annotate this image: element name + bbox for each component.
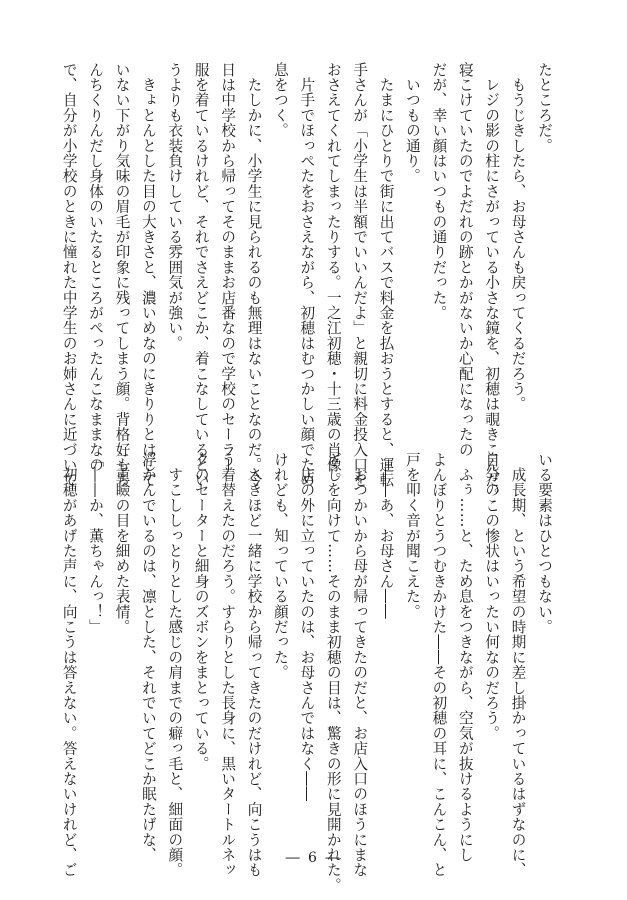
text-line: クのセーターと細身のズボンをまとっている。 — [192, 452, 210, 772]
text-line: 日は中学校から帰ってそのままお店番なので学校のセーラー — [219, 62, 237, 473]
text-line: たまにひとりで街に出てバスで料金を払おうとすると、運転 — [377, 62, 395, 488]
text-line: う着替えたのだろう。すらりとした長身に、黒いタートルネッ — [219, 452, 237, 878]
text-line: 二重瞼の目を細めた表情。 — [113, 452, 131, 635]
text-line: レジの影の柱にさがっている小さな鏡を、初穂は覗きこんだ。 — [483, 62, 501, 503]
text-line: 成長期、という希望の時期に差し掛かっているはずなのに、 — [509, 452, 527, 878]
text-line: たしかに、小学生に見られるのも無理はないことなのだ。今 — [245, 62, 263, 488]
text-line: たところだ。 — [536, 62, 553, 154]
text-line: 手さんが「小学生は半額でいいんだよ」と親切に料金投入口を — [351, 62, 369, 488]
text-line: きょとんとした目の大きさと、濃いめなのにきりりとはして — [139, 62, 157, 488]
text-line: 店の外に立っていたのは、お母さんではなく―― — [298, 452, 316, 802]
text-line: もうじきしたら、お母さんも戻ってくるだろう。 — [509, 62, 527, 412]
text-line: よんぼりとうつむきかけた――その初穂の耳に、こんこん、と — [430, 452, 448, 878]
text-line: だが、幸い顔はいつもの通りだった。 — [430, 62, 448, 321]
text-line: 片手でほっぺたをおさえながら、初穂はむつかしい顔でため — [298, 62, 316, 488]
text-line: ざしを向けて……そのまま初穂の目は、驚きの形に見開かれた。 — [324, 452, 342, 893]
text-line: 寝こけていたのでよだれの跡とかがないか心配になったの — [456, 62, 474, 458]
text-line: ふぅ……と、ため息をつきながら、空気が抜けるようにし — [456, 452, 474, 863]
text-line: 浮かんでいるのは、凛とした、それでいてどこか眠たげな、 — [139, 452, 157, 863]
text-line: で、自分が小学校のときに憧れた中学生のお姉さんに近づいて — [60, 62, 78, 488]
text-line: ――あ、お母さん―― — [377, 452, 395, 620]
text-block-top — [55, 62, 557, 503]
text-line: 初穂があげた声に、向こうは答えない。答えないけれど、ご — [60, 452, 78, 878]
text-line: おさえてくれてしまったりする。一之江初穂・十三歳の肖像。 — [324, 62, 342, 488]
text-line: いる要素はひとつもない。 — [536, 452, 553, 635]
text-line: んちくりんだし身体のいたるところがぺったんこなままなの — [87, 62, 105, 473]
text-line: さきほど一緒に学校から帰ってきたのだけれど、向こうはも — [245, 452, 263, 878]
text-line: 息をつく。 — [271, 62, 289, 138]
text-line: いつもの通り。 — [403, 62, 421, 184]
text-line: 「――か、薫ちゃんっ！」 — [87, 452, 105, 635]
page-number: ― 6 ― — [285, 850, 342, 866]
text-line: いない下がり気味の眉毛が印象に残ってしまう顔。背格好もち — [113, 62, 131, 488]
text-line: すこししっとりとした感じの肩までの癖っ毛と、細面の顔。 — [166, 452, 184, 878]
text-line: けれども、知っている顔だった。 — [271, 452, 289, 680]
text-line: 自分のこの惨状はいったい何なのだろう。 — [483, 452, 501, 741]
text-line: うよりも衣装負けしている雰囲気が強い。 — [166, 62, 184, 351]
text-block-bottom — [55, 452, 557, 893]
text-line: おつかいから母が帰ってきたのだと、お店入口のほうにまな — [351, 452, 369, 878]
text-line: 服を着ているけれど、それでさえどこか、着こなしているとい — [192, 62, 210, 488]
text-line: 戸を叩く音が聞こえた。 — [403, 452, 421, 620]
